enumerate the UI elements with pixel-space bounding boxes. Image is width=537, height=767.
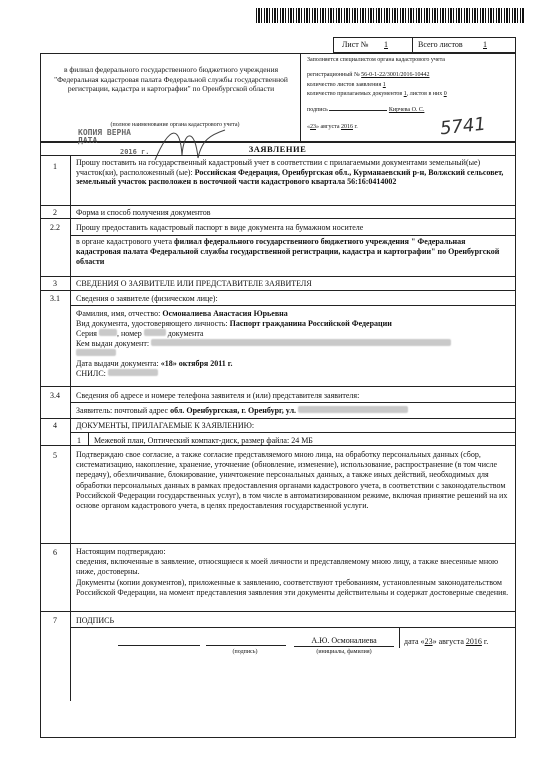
- row-7-num: 7: [53, 616, 57, 625]
- sheet-label: Лист №: [342, 40, 369, 49]
- sheets-value: 1: [382, 82, 386, 88]
- row-2-num: 2: [53, 208, 57, 217]
- sign-date: [404, 637, 488, 646]
- row-6-statement-2: Документы (копии документов), приложенные к заявлению, соответствуют требованиям, установленным законодательством Российской Федерации, на момент представления заявления эти документы действительны и содержат достоверные сведения.: [76, 577, 509, 597]
- row-31-text: Сведения о заявителе (физическом лице):: [76, 294, 218, 303]
- signer-name-line: [294, 646, 394, 647]
- sign-date-year: 2016: [465, 637, 482, 646]
- row-6-intro: Настоящим подтверждаю:: [76, 547, 166, 556]
- snils-label: СНИЛС:: [76, 369, 106, 378]
- issue-date-value: «18» октября 2011 г.: [160, 359, 233, 368]
- number-redacted: [144, 329, 166, 336]
- sheets-label: количество листов заявления: [307, 82, 382, 88]
- row-4-num: 4: [53, 421, 57, 430]
- doc-line: [76, 319, 510, 329]
- rule-31b: [40, 386, 515, 387]
- total-label: Всего листов: [418, 40, 463, 49]
- row-5-text: Подтверждаю свое согласие, а также согласие представляемого мною лица, на обработку персональных данных (сбор, систематизацию, накопление, хранение, уточнение (обновление, изменение), использование, распространение (в том числе передачу), обезличивание, блокирование, уничтожение персональных данных, а также иных действий, необходимых для обработки персональных данных в рамках предоставления органами кадастрового учета, в соответствии с законодательством Российской Федерации государственных услуг), в том числе в автоматизированном режиме, включая принятие решений на их основе органом кадастрового учета, в целях предоставления государственной услуги.: [76, 450, 508, 511]
- registry-signer: Кирчева О. С.: [388, 107, 425, 113]
- sheet-value: 1: [384, 40, 388, 49]
- series-redacted: [99, 329, 117, 336]
- rule-1: [40, 205, 515, 206]
- date-divider: [399, 628, 400, 648]
- snils-redacted: [108, 369, 158, 376]
- registry-title: Заполняется специалистом органа кадастрового учета: [307, 57, 445, 63]
- row-6-num: 6: [53, 548, 57, 557]
- registry-sign-line: [307, 107, 424, 113]
- doc-label: Вид документа, удостоверяющего личность:: [76, 319, 228, 328]
- rule-7: [70, 627, 515, 628]
- sign-date-label: дата «: [404, 637, 425, 646]
- signer-name: А.Ю. Осмоналиева: [311, 636, 377, 645]
- series-label: Серия: [76, 329, 97, 338]
- number-label: , номер: [116, 329, 142, 338]
- num-column-divider: [70, 155, 71, 701]
- row-22-sub: [76, 237, 510, 267]
- registry-sign-label: подпись: [307, 107, 328, 113]
- docs-label: количество прилагаемых документов: [307, 91, 403, 97]
- applicant-details: [76, 309, 510, 379]
- sheet-number-box: [333, 37, 413, 53]
- stamp-line-2: ДАТА: [78, 136, 98, 145]
- fio-line: [76, 309, 510, 319]
- issued-label: Кем выдан документ:: [76, 339, 150, 348]
- row-34-text: Сведения об адресе и номере телефона заявителя и (или) представителя заявителя:: [76, 391, 360, 400]
- row-22-sub-b: филиал федерального государственного бюджетного учреждения " Федеральная кадастровая палата Федеральной службы государственной регистрации, кадастра и картографии" по Оренбургской области: [76, 237, 500, 266]
- address-line: [76, 406, 408, 415]
- row-34-num: 3.4: [50, 391, 60, 400]
- rule-4: [70, 432, 515, 433]
- signature-caption: (подпись): [232, 649, 258, 655]
- registry-date-mid: » августа: [316, 124, 340, 130]
- row-3-text: СВЕДЕНИЯ О ЗАЯВИТЕЛЕ ИЛИ ПРЕДСТАВИТЕЛЕ ЗАЯВИТЕЛЯ: [76, 279, 312, 288]
- registry-docs-line: [307, 91, 447, 97]
- sign-date-mid: » августа: [432, 637, 464, 646]
- doc-value: Паспорт гражданина Российской Федерации: [229, 319, 392, 328]
- row-22-num: 2.2: [50, 223, 60, 232]
- rule-6: [40, 611, 515, 612]
- total-value: 1: [483, 40, 487, 49]
- registry-date-day: 23: [310, 124, 316, 130]
- handwritten-number: 5741: [439, 113, 487, 140]
- signature-blank[interactable]: [118, 645, 200, 646]
- rule-22b: [40, 276, 515, 277]
- rule-3: [40, 290, 515, 291]
- rule-5: [40, 543, 515, 544]
- row-4-item-text: Межевой план, Оптический компакт-диск, размер файла: 24 МБ: [94, 436, 313, 445]
- issued-line-2: [76, 349, 510, 359]
- row-22-text: Прошу предоставить кадастровый паспорт в виде документа на бумажном носителе: [76, 223, 364, 232]
- registry-date-prefix: «: [307, 124, 310, 130]
- rule-2: [40, 218, 515, 219]
- rule-34: [70, 402, 515, 403]
- reg-value: 56-0-1-22/3001/2016-10442: [361, 72, 430, 78]
- row-4-text: ДОКУМЕНТЫ, ПРИЛАГАЕМЫЕ К ЗАЯВЛЕНИЮ:: [76, 421, 255, 430]
- total-sheets-box: [412, 37, 516, 53]
- stamp-line-1: КОПИЯ ВЕРНА: [78, 128, 131, 137]
- rule-22: [70, 235, 515, 236]
- row-1-location: Российская Федерация, Оренбургская обл., Курманаевский р-н, Волжский сельсовет, земельный участок расположен в восточной части кадастрового квартала 56:16:0414002: [76, 167, 504, 186]
- issued-redacted-2: [76, 349, 116, 356]
- registry-date-line: [307, 124, 358, 130]
- docs-sheets-label: , листов в них: [406, 91, 443, 97]
- issued-redacted: [151, 339, 451, 346]
- addr-redacted: [298, 406, 408, 413]
- addr-value: обл. Оренбургская, г. Оренбург, ул.: [170, 406, 297, 415]
- registry-date-suffix: г.: [354, 124, 358, 130]
- row-31-num: 3.1: [50, 294, 60, 303]
- rule-31: [70, 305, 515, 306]
- docs-value: 1: [403, 91, 407, 97]
- row-1-num: 1: [53, 162, 57, 171]
- barcode: [256, 8, 524, 23]
- signer-caption: (инициалы, фамилия): [316, 649, 372, 655]
- number-suffix: документа: [167, 329, 204, 338]
- docs-sheets-value: 0: [443, 91, 447, 97]
- top-block-divider: [300, 53, 301, 142]
- row-4-item-divider: [88, 432, 89, 445]
- snils-line: [76, 369, 510, 379]
- addr-label: Заявитель: почтовый адрес: [76, 406, 169, 415]
- rule-34b: [40, 418, 515, 419]
- row-1-text: [76, 158, 510, 187]
- issue-date-label: Дата выдачи документа:: [76, 359, 159, 368]
- row-7-text: ПОДПИСЬ: [76, 616, 115, 625]
- registry-sheets-line: [307, 82, 386, 88]
- registry-sign-blank: [329, 110, 387, 111]
- stamp-line-3: 2016 г.: [120, 148, 150, 156]
- row-1-intro: Прошу поставить на государственный кадастровый учет в соответствии с прилагаемыми документами земельный(ые) участок(ки), расположенный (ые):: [76, 158, 481, 177]
- signature-line: [206, 645, 286, 646]
- form-title: ЗАЯВЛЕНИЕ: [248, 144, 307, 154]
- address-caption: (полное наименование органа кадастрового учета): [110, 122, 240, 128]
- sign-date-day: 23: [424, 637, 433, 646]
- row-6-statement-1: сведения, включенные в заявление, относящиеся к моей личности и представляемому мною лицу, а также внесенные мною ниже, достоверны.: [76, 557, 499, 577]
- registry-reg-line: [307, 72, 430, 78]
- row-22-sub-a: в органе кадастрового учета: [76, 237, 173, 246]
- reg-label: регистрационный №: [307, 72, 360, 78]
- row-4-item-num: 1: [77, 436, 81, 445]
- issue-date-line: [76, 359, 510, 369]
- registry-date-year: 2016: [340, 124, 353, 130]
- row-2-text: Форма и способ получения документов: [76, 208, 211, 217]
- row-3-num: 3: [53, 279, 57, 288]
- address-to: в филиал федерального государственного бюджетного учреждения "Федеральная кадастровая палата Федеральной службы государственной регистрации, кадастра и картографии" по Оренбургской области: [54, 65, 288, 93]
- row-5-num: 5: [53, 451, 57, 460]
- fio-value: Осмоналиева Анастасия Юрьевна: [162, 309, 288, 318]
- rule-4b: [40, 445, 515, 446]
- fio-label: Фамилия, имя, отчество:: [76, 309, 161, 318]
- series-line: [76, 329, 510, 339]
- row-6-text: [76, 547, 510, 598]
- issued-line: [76, 339, 510, 349]
- sign-date-end: г.: [483, 637, 489, 646]
- rule-title: [40, 155, 515, 156]
